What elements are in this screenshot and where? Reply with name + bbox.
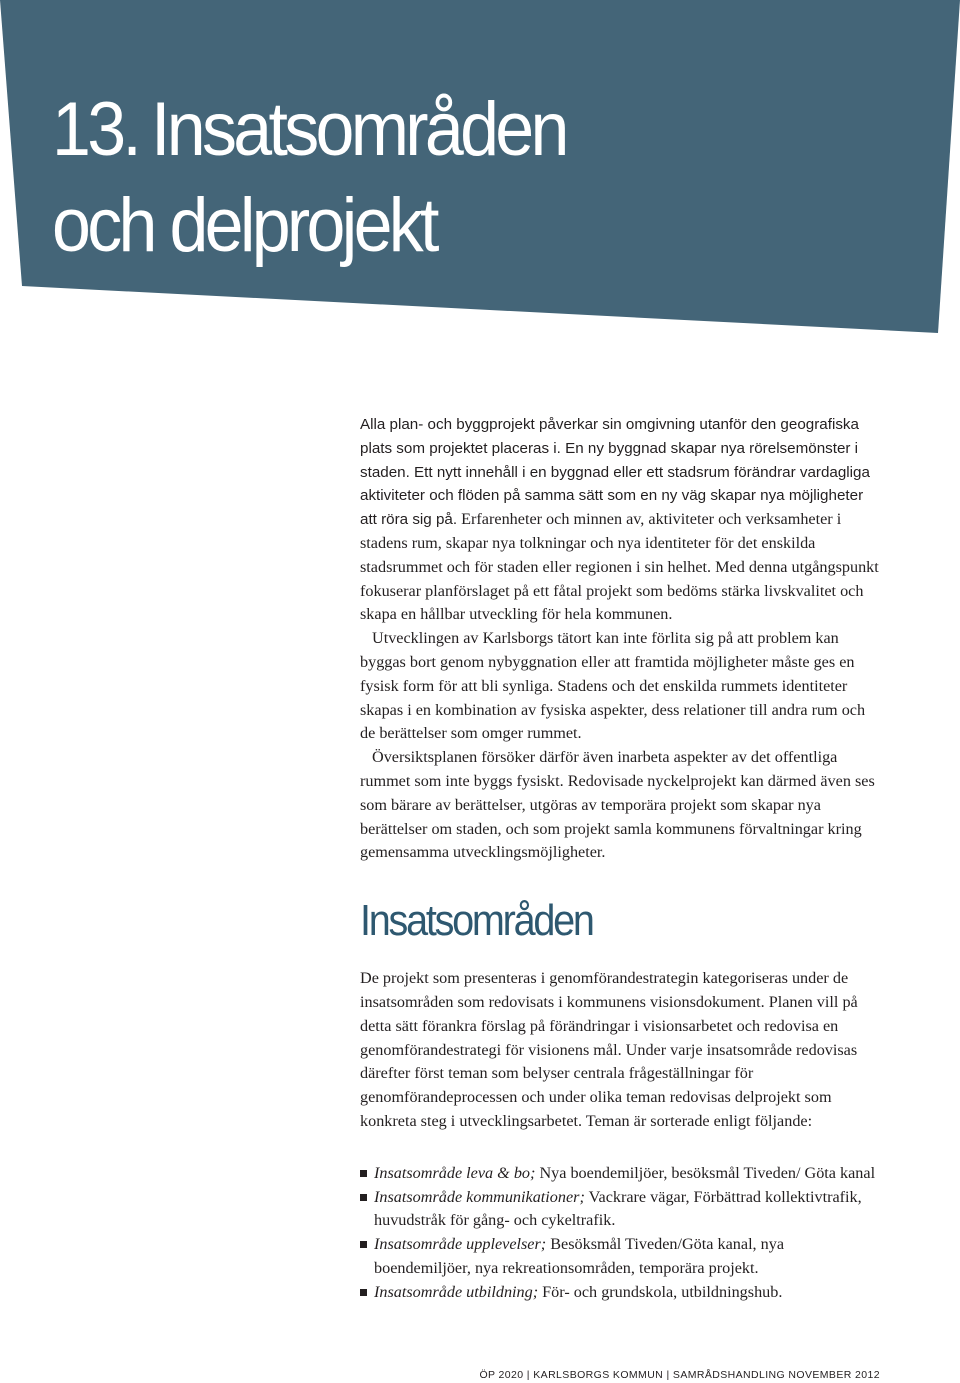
list-item: [360, 1186, 882, 1234]
insatsomraden-list: [360, 1162, 882, 1305]
main-content: [360, 413, 882, 1305]
intro-paragraph-1: [360, 413, 882, 627]
square-bullet-icon: [360, 1241, 367, 1248]
page-footer: ÖP 2020 | KARLSBORGS KOMMUN | SAMRÅDSHANDLING NOVEMBER 2012: [479, 1369, 880, 1381]
section-heading: Insatsområden: [360, 896, 593, 946]
section-paragraph: De projekt som presenteras i genomförandestrategin kategoriseras under de insatsområden som redovisats i kommunens visionsdokument. Planen vill på detta sätt förankra förslag på förändringar i visionsarbetet och redovisa en genomförandestrategi för visionens mål. Under varje insatsområde redovisas därefter först teman som belyser centrala frågeställningar för genomförandeprocessen och under olika teman redovisas delprojekt som konkreta steg i utvecklingsarbetet. Teman är sorterade enligt följande:: [360, 969, 858, 1130]
list-item: [360, 1162, 882, 1186]
list-item-label: Insatsområde utbildning;: [374, 1282, 539, 1301]
intro-paragraph-3: Översiktsplanen försöker därför även inarbeta aspekter av det offentliga rummet som inte byggs fysiskt. Redovisade nyckelprojekt kan därmed även ses som bärare av berättelser, utgöras av temporära projekt som skapar nya berättelser om staden, och som projekt samla kommunens förvaltningar kring gemensamma utvecklingsmöjligheter.: [360, 748, 875, 862]
square-bullet-icon: [360, 1289, 367, 1296]
square-bullet-icon: [360, 1194, 367, 1201]
list-item-label: Insatsområde kommunikationer;: [374, 1187, 585, 1206]
chapter-title: [52, 82, 566, 274]
intro-paragraph-1-serif: Erfarenheter och minnen av, aktiviteter och verksamheter i stadens rum, skapar nya tolkningar och nya identiteter för det enskilda stadsrummet och för staden eller regionen i sin helhet. Med denna utgångspunkt fokuserar planförslaget på ett fåtal projekt som bedöms stärka livskvalitet och skapa en hållbar utveckling för hela kommunen.: [360, 510, 879, 624]
list-item: [360, 1281, 882, 1305]
chapter-title-line1: Insatsområden: [151, 87, 566, 172]
intro-paragraph-1-sans: Alla plan- och byggprojekt påverkar sin omgivning utanför den geografiska plats som projektet placeras i. En ny byggnad skapar nya rörelsemönster i staden. Ett nytt innehåll i en byggnad eller ett stadsrum förändrar vardagliga aktiviteter och flöden på samma sätt som en ny väg skapar nya möjligheter att röra sig på.: [360, 416, 870, 529]
intro-paragraph-2: Utvecklingen av Karlsborgs tätort kan inte förlita sig på att problem kan byggas bort genom nybyggnation eller att framtida möjligheter måste ges en fysisk form för att bli synliga. Stadens och det enskilda rummets identiteter skapas i en kombination av fysiska aspekter, dess relationer till andra rum och de berättelser som omger rummet.: [360, 629, 866, 743]
chapter-number: 13.: [52, 87, 139, 172]
list-item-text: Nya boendemiljöer, besöksmål Tiveden/ Göta kanal: [535, 1163, 876, 1182]
list-item-text: Besöksmål Tiveden/Göta kanal, nya boendemiljöer, nya rekreationsområden, temporära projekt.: [374, 1235, 785, 1277]
list-item-text: Vackrare vägar, Förbättrad kollektivtrafik, huvudstråk för gång- och cykeltrafik.: [374, 1187, 862, 1230]
list-item: [360, 1233, 882, 1281]
list-item-text: För- och grundskola, utbildningshub.: [538, 1282, 783, 1301]
list-item-label: Insatsområde upplevelser;: [374, 1235, 547, 1254]
square-bullet-icon: [360, 1170, 367, 1177]
chapter-banner: [0, 0, 960, 340]
list-item-label: Insatsområde leva & bo;: [374, 1163, 536, 1182]
chapter-title-line2: och delprojekt: [52, 183, 436, 268]
